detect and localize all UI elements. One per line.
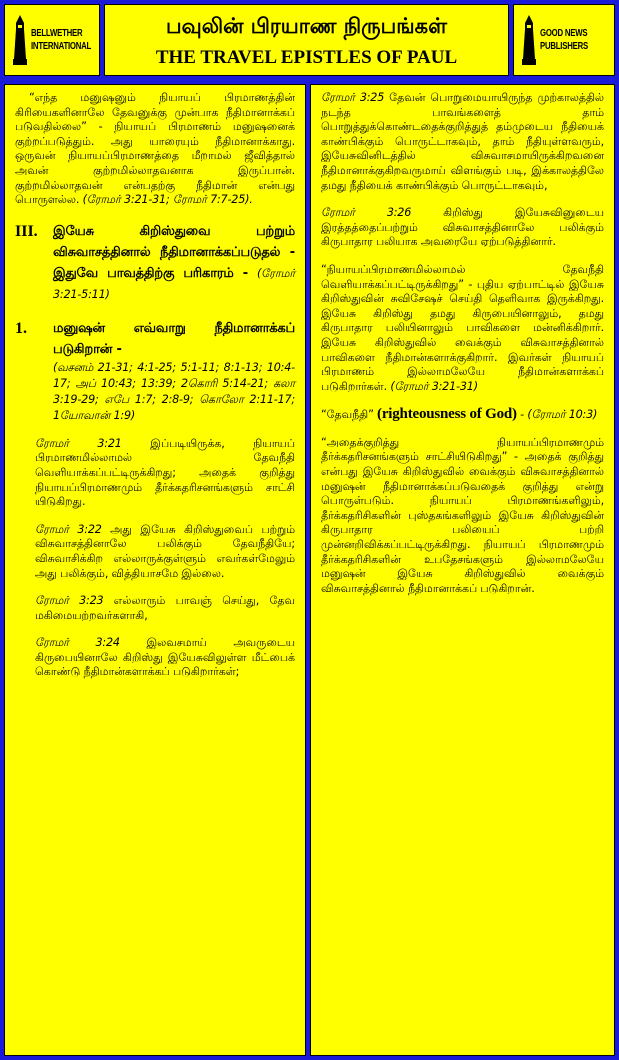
bellwether-logo-text: BELLWETHER INTERNATIONAL bbox=[31, 28, 92, 52]
commentary-righteousness-of-god: “தேவநீதி” (righteousness of God) - (ரோமர் 10:3) bbox=[321, 406, 598, 423]
commentary-righteousness-revealed: “நியாயப்பிரமாணமில்லாமல் தேவநீதி வெளியாக்கப்பட்டிருக்கிறது” - புதிய ஏற்பாட்டில் இயேசு கிறிஸ்துவின் சுவிசேஷச் செய்தி தெளிவாக இருக்கிறது. இயேசு கிறிஸ்து தமது கிருபையினாலும், தமது கிருபாதார பலியினாலும் பாவிகளை மன்னிக்கிறார். இயேசு கிறிஸ்துவில் வைக்கும் விசுவாசத்தினால் பாவிகளை நீதிமான்களாக்குகிறார். இவர்கள் நியாயப் பிரமாணம் இல்லாமலேயே நீதிமான்களாக்கப் படுகிறார்கள். (ரோமர் 3:21-31) bbox=[321, 262, 604, 393]
page-header bbox=[0, 0, 619, 80]
page-title-tamil: பவுலின் பிரயாண நிருபங்கள் bbox=[165, 14, 448, 38]
left-column bbox=[4, 84, 306, 1056]
publisher-logo-left bbox=[4, 4, 100, 76]
good-news-tower-icon bbox=[522, 15, 536, 65]
good-news-logo-text: GOOD NEWS PUBLISHERS bbox=[540, 28, 588, 52]
right-column bbox=[310, 84, 615, 1056]
verse-3-26: ரோமர் 3:26 கிறிஸ்து இயேசுவினுடைய இரத்தத்தைப்பற்றும் விசுவாசத்தினாலே பலிக்கும் கிருபாதார பலியாக அவரையே ஏற்படுத்தினார். bbox=[321, 206, 604, 249]
title-box bbox=[104, 4, 509, 76]
section-heading-iii: III. இயேசு கிறிஸ்துவை பற்றும் விசுவாசத்தினால் நீதிமானாக்கப்படுதல் - இதுவே பாவத்திற்கு பரிகாரம் - (ரோமர் 3:21-5:11) bbox=[15, 222, 295, 301]
commentary-law-and-prophets: “அதைக்குறித்து நியாயப்பிரமாணமும் தீர்க்கதரிசனங்களும் சாட்சியிடுகிறது” - அதைக் குறித்து என்பது இயேசு கிறிஸ்துவில் வைக்கும் விசுவாசத்தினால் மனுஷன் நீதிமானாக்கப்படுவதைக் குறித்து என்று பொருள்படும். நியாயப் பிரமாணங்களிலும், தீர்க்கதரிசிகளின் புஸ்தகங்களிலும் இயேசு கிறிஸ்துவின் கிருபாதார பலியைப் பற்றி முன்னறிவிக்கப்பட்டிருக்கிறது. நியாயப் பிரமாணமும் தீர்க்கதரிசிகளின் உபதேசங்களும் இல்லாமலேயே மனுஷன் இயேசு கிறிஸ்துவில் வைக்கும் விசுவாசத்தினால் நீதிமானாக்கப் படுகிறான். bbox=[321, 435, 604, 595]
bellwether-tower-icon bbox=[13, 15, 27, 65]
verse-3-25: ரோமர் 3:25 தேவன் பொறுமையாயிருந்த முற்காலத்தில் நடந்த பாவங்களைத் தாம் பொறுத்துக்கொண்டதைக்குறித்துத் தம்முடைய நீதியைக் காண்பிக்கும் பொருட்டாகவும், தாம் நீதியுள்ளவரும், இயேசுவினிடத்தில் விசுவாசமாயிருக்கிறவனை நீதிமானாக்குகிறவருமாய் விளங்கும் படி, இக்காலத்திலே தமது நீதியைக் காண்பிக்கும் பொருட்டாகவும், bbox=[321, 91, 605, 192]
intro-paragraph: “எந்த மனுஷனும் நியாயப் பிரமாணத்தின் கிரியைகளினாலே தேவனுக்கு முன்பாக நீதிமானாக்கப் படுவதில்லை” - நியாயப் பிரமாணம் மனுஷனைக் குற்றப்படுத்தும். அது யாரையும் நீதிமானாக்காது. ஒருவன் நியாயப்பிரமாணத்தை மீறாமல் ஜீவித்தால் அவன் குற்றமில்லாதவனாக இருப்பான். குற்றமில்லாதவன் என்பதற்கு நீதிமான் என்பது பொருளல்ல. (ரோமர் 3:21-31; ரோமர் 7:7-25). bbox=[15, 91, 295, 207]
publisher-logo-right bbox=[513, 4, 615, 76]
section-heading-1: 1. மனுஷன் எவ்வாறு நீதிமானாக்கப் படுகிறான் - (வசனம் 21-31; 4:1-25; 5:1-11; 8:1-13; 10:4-17; அப் 10:43; 13:39; 2கொரி 5:14-21; கலா 3:19-29; எபே 1:7; 2:8-9; கொலோ 2:11-17; 1யோவான் 1:9) bbox=[15, 319, 295, 422]
page-title-english: THE TRAVEL EPISTLES OF PAUL bbox=[155, 47, 458, 68]
verse-3-21: ரோமர் 3:21 இப்படியிருக்க, நியாயப் பிரமாணமில்லாமல் தேவநீதி வெளியாக்கப்பட்டிருக்கிறது; அதைக் குறித்து நியாயப்பிரமாணமும் தீர்க்கதரிசனங்களும் சாட்சி யிடுகிறது. bbox=[35, 436, 295, 509]
verse-3-24: ரோமர் 3:24 இலவசமாய் அவருடைய கிருபையினாலே கிறிஸ்து இயேசுவிலுள்ள மீட்பைக் கொண்டு நீதிமான்களாக்கப் படுகிறார்கள்; bbox=[35, 636, 296, 679]
verse-3-23: ரோமர் 3:23 எல்லாரும் பாவஞ் செய்து, தேவ மகிமையற்றவர்களாகி, bbox=[35, 594, 295, 622]
verse-3-22: ரோமர் 3:22 அது இயேசு கிறிஸ்துவைப் பற்றும் விசுவாசத்தினாலே பலிக்கும் தேவநீதியே; விசுவாசிக்கிற எல்லாருக்குள்ளும் எவர்கள்மேலும் அது பலிக்கும், வித்தியாசமே இல்லை. bbox=[35, 522, 295, 580]
